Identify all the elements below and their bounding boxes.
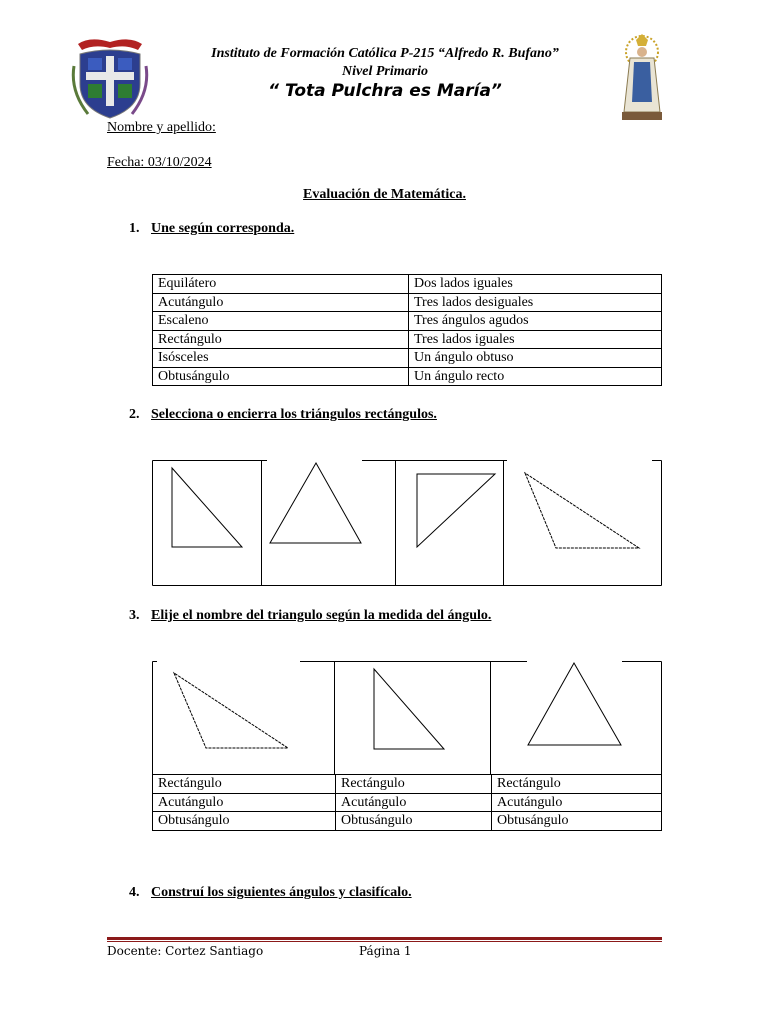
institute-name: Instituto de Formación Católica P-215 “Alfredo R. Bufano” — [211, 46, 559, 61]
option-cell[interactable]: Acutángulo — [153, 793, 336, 812]
question-2-text: Selecciona o encierra los triángulos rectángulos. — [151, 407, 437, 422]
school-motto: “ Tota Pulchra es María” — [268, 81, 502, 101]
question-2-number: 2. — [129, 407, 140, 422]
triangle-shape[interactable] — [417, 474, 495, 547]
name-field-label: Nombre y apellido: — [107, 120, 216, 135]
definition-cell: Tres lados desiguales — [409, 293, 662, 312]
table-row — [153, 330, 662, 349]
definition-cell: Dos lados iguales — [409, 275, 662, 294]
table-row — [153, 349, 662, 368]
option-cell[interactable]: Obtusángulo — [492, 812, 662, 831]
definition-cell: Tres ángulos agudos — [409, 312, 662, 331]
question-4-text: Construí los siguientes ángulos y clasifícalo. — [151, 885, 412, 900]
table-row — [153, 275, 662, 294]
angle-triangle-row — [152, 661, 662, 774]
school-level: Nivel Primario — [342, 64, 428, 79]
table-row — [153, 793, 662, 812]
option-cell[interactable]: Rectángulo — [492, 775, 662, 794]
question-2 — [129, 407, 437, 423]
triangle-selection-grid — [152, 460, 662, 586]
footer-teacher: Docente: Cortez Santiago — [107, 944, 264, 958]
term-cell: Obtusángulo — [153, 367, 409, 386]
page-title: Evaluación de Matemática. — [303, 187, 466, 202]
date-field-label: Fecha: 03/10/2024 — [107, 155, 212, 170]
term-cell: Acutángulo — [153, 293, 409, 312]
footer-divider — [107, 937, 662, 940]
table-row — [153, 812, 662, 831]
angle-options-table — [152, 774, 662, 831]
triangle-shape[interactable] — [525, 473, 639, 548]
table-row — [153, 312, 662, 331]
term-cell: Escaleno — [153, 312, 409, 331]
question-1-text: Une según corresponda. — [151, 221, 295, 236]
definition-cell: Un ángulo recto — [409, 367, 662, 386]
school-crest-icon — [70, 36, 150, 122]
question-1-number: 1. — [129, 221, 140, 236]
option-cell[interactable]: Rectángulo — [153, 775, 336, 794]
term-cell: Isósceles — [153, 349, 409, 368]
question-4 — [129, 885, 412, 901]
matching-table — [152, 274, 662, 386]
question-3-number: 3. — [129, 608, 140, 623]
option-cell[interactable]: Obtusángulo — [153, 812, 336, 831]
option-cell[interactable]: Acutángulo — [492, 793, 662, 812]
option-cell[interactable]: Acutángulo — [336, 793, 492, 812]
table-row — [153, 775, 662, 794]
right-triangle — [374, 669, 444, 749]
table-row — [153, 293, 662, 312]
definition-cell: Un ángulo obtuso — [409, 349, 662, 368]
acute-triangle — [528, 663, 621, 745]
footer-divider-thin — [107, 941, 662, 942]
option-cell[interactable]: Rectángulo — [336, 775, 492, 794]
question-3 — [129, 608, 491, 624]
obtuse-triangle — [174, 673, 288, 748]
question-4-number: 4. — [129, 885, 140, 900]
term-cell: Equilátero — [153, 275, 409, 294]
triangle-shape[interactable] — [270, 463, 361, 543]
question-3-text: Elije el nombre del triangulo según la medida del ángulo. — [151, 608, 492, 623]
term-cell: Rectángulo — [153, 330, 409, 349]
triangle-shape[interactable] — [172, 468, 242, 547]
footer-page-number: Página 1 — [359, 944, 412, 958]
table-row — [153, 367, 662, 386]
question-1 — [129, 221, 294, 237]
option-cell[interactable]: Obtusángulo — [336, 812, 492, 831]
virgin-statue-icon — [614, 32, 670, 122]
definition-cell: Tres lados iguales — [409, 330, 662, 349]
